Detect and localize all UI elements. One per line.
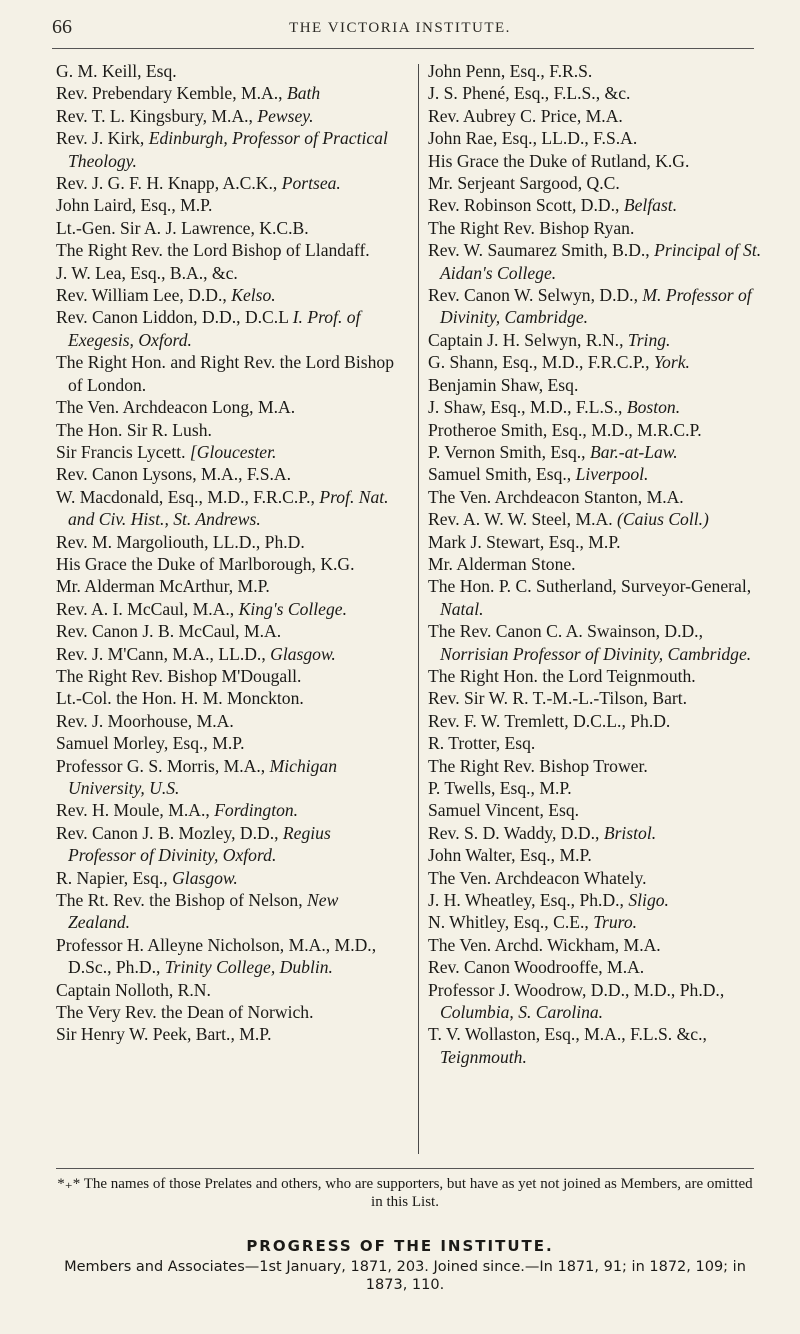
member-entry	[428, 441, 774, 463]
member-name: The Ven. Archd. Wickham, M.A.	[428, 934, 661, 955]
member-name: Rev. Canon Woodrooffe, M.A.	[428, 957, 645, 978]
member-place: Trinity College, Dublin.	[164, 957, 333, 978]
member-entry	[428, 396, 774, 418]
member-name: The Very Rev. the Dean of Norwich.	[56, 1002, 314, 1023]
member-list	[56, 60, 766, 1170]
member-place: [Gloucester.	[189, 441, 277, 462]
member-entry	[428, 844, 774, 866]
member-entry	[428, 620, 774, 665]
member-entry	[428, 60, 774, 82]
member-name: The Hon. P. C. Sutherland, Surveyor-General,	[428, 576, 752, 597]
member-name: His Grace the Duke of Marlborough, K.G.	[56, 553, 355, 574]
member-name: Mr. Alderman McArthur, M.P.	[56, 576, 270, 597]
column-divider	[418, 64, 419, 1154]
member-place: Regius Professor of Divinity, Oxford.	[68, 822, 331, 866]
member-name: Rev. Prebendary Kemble, M.A.,	[56, 83, 283, 104]
member-name: Benjamin Shaw, Esq.	[428, 374, 579, 395]
member-entry	[428, 1023, 774, 1068]
member-name: John Penn, Esq., F.R.S.	[428, 61, 593, 81]
member-entry	[428, 553, 774, 575]
member-entry	[428, 934, 774, 956]
member-place: Glasgow.	[172, 867, 238, 888]
member-place: Kelso.	[231, 285, 276, 306]
member-entry	[428, 486, 774, 508]
member-place: (Caius Coll.)	[617, 509, 709, 530]
member-place: Bath	[286, 83, 321, 104]
member-name: Rev. J. Moorhouse, M.A.	[56, 710, 234, 731]
member-name: Mr. Serjeant Sargood, Q.C.	[428, 173, 620, 194]
member-entry	[56, 732, 402, 754]
member-name: The Right Rev. Bishop M'Dougall.	[56, 665, 302, 686]
member-entry	[56, 934, 402, 979]
member-entry	[428, 82, 774, 104]
member-name: Rev. T. L. Kingsbury, M.A.,	[56, 105, 253, 126]
member-place: Edinburgh, Professor of Practical Theology.	[68, 128, 388, 171]
member-place: Sligo.	[628, 890, 669, 911]
member-entry	[56, 441, 402, 463]
member-entry	[56, 105, 402, 127]
member-name: The Rev. Canon C. A. Swainson, D.D.,	[428, 621, 703, 642]
member-entry	[428, 217, 774, 239]
member-place: Truro.	[593, 912, 638, 933]
member-name: T. V. Wollaston, Esq., M.A., F.L.S. &c.,	[428, 1024, 707, 1045]
member-place: Belfast.	[623, 195, 678, 216]
member-place: King's College.	[238, 598, 347, 619]
member-name: The Right Rev. Bishop Ryan.	[428, 217, 635, 238]
member-place: Michigan University, U.S.	[68, 755, 338, 798]
member-name: Rev. A. W. W. Steel, M.A.	[428, 509, 613, 530]
member-name: Rev. Canon Liddon, D.D., D.C.L	[56, 307, 289, 328]
member-name: The Ven. Archdeacon Long, M.A.	[56, 397, 296, 418]
member-entry	[428, 575, 774, 620]
member-name: Rev. Canon W. Selwyn, D.D.,	[428, 285, 638, 306]
member-entry	[56, 217, 402, 239]
member-entry	[428, 799, 774, 821]
member-entry	[56, 643, 402, 665]
member-name: J. Shaw, Esq., M.D., F.L.S.,	[428, 397, 623, 418]
member-name: Rev. S. D. Waddy, D.D.,	[428, 822, 600, 843]
member-entry	[428, 463, 774, 485]
member-entry	[56, 575, 402, 597]
member-place: Liverpool.	[575, 464, 649, 485]
member-name: The Right Hon. and Right Rev. the Lord Bishop of London.	[56, 352, 395, 395]
member-entry	[428, 105, 774, 127]
member-name: J. W. Lea, Esq., B.A., &c.	[56, 262, 238, 283]
member-entry	[428, 732, 774, 754]
member-entry	[428, 172, 774, 194]
member-name: The Right Rev. the Lord Bishop of Llandaff.	[56, 240, 370, 261]
member-entry	[428, 956, 774, 978]
member-entry	[428, 867, 774, 889]
member-entry	[56, 620, 402, 642]
member-name: P. Twells, Esq., M.P.	[428, 778, 572, 798]
member-entry	[56, 979, 402, 1001]
member-name: Rev. W. Saumarez Smith, B.D.,	[428, 240, 650, 261]
member-entry	[428, 351, 774, 373]
member-name: Captain J. H. Selwyn, R.N.,	[428, 329, 624, 350]
member-entry	[56, 822, 402, 867]
member-entry	[56, 486, 402, 531]
member-entry	[428, 508, 774, 530]
member-name: Protheroe Smith, Esq., M.D., M.R.C.P.	[428, 419, 702, 440]
member-entry	[56, 60, 402, 82]
member-place: I. Prof. of Exegesis, Oxford.	[68, 307, 361, 350]
member-place: Bristol.	[603, 822, 657, 843]
member-place: Norrisian Professor of Divinity, Cambridge.	[440, 643, 752, 664]
member-name: J. H. Wheatley, Esq., Ph.D.,	[428, 890, 624, 911]
member-place: Portsea.	[281, 173, 341, 194]
member-place: Prof. Nat. and Civ. Hist., St. Andrews.	[68, 486, 389, 530]
member-name: The Right Hon. the Lord Teignmouth.	[428, 665, 696, 686]
member-name: The Right Rev. Bishop Trower.	[428, 755, 648, 776]
footnote-rule	[56, 1168, 754, 1169]
member-entry	[56, 351, 402, 396]
member-entry	[56, 531, 402, 553]
member-entry	[56, 867, 402, 889]
member-name: Rev. Aubrey C. Price, M.A.	[428, 105, 623, 126]
member-name: Captain Nolloth, R.N.	[56, 979, 211, 1000]
member-entry	[428, 127, 774, 149]
member-entry	[56, 598, 402, 620]
member-name: G. M. Keill, Esq.	[56, 61, 177, 81]
member-name: John Laird, Esq., M.P.	[56, 195, 213, 216]
member-entry	[56, 127, 402, 172]
member-name: The Hon. Sir R. Lush.	[56, 419, 212, 440]
page-number: 66	[52, 16, 72, 38]
member-name: Mr. Alderman Stone.	[428, 553, 576, 574]
member-name: Lt.-Gen. Sir A. J. Lawrence, K.C.B.	[56, 217, 309, 238]
member-name: Mark J. Stewart, Esq., M.P.	[428, 531, 621, 552]
member-entry	[428, 979, 774, 1024]
member-name: John Rae, Esq., LL.D., F.S.A.	[428, 128, 638, 149]
member-name: J. S. Phené, Esq., F.L.S., &c.	[428, 83, 631, 104]
member-place: York.	[653, 352, 690, 373]
member-entry	[428, 374, 774, 396]
member-name: Sir Francis Lycett.	[56, 441, 186, 462]
member-name: Rev. M. Margoliouth, LL.D., Ph.D.	[56, 531, 305, 552]
member-entry	[428, 710, 774, 732]
member-name: John Walter, Esq., M.P.	[428, 845, 592, 866]
member-entry	[56, 1023, 402, 1045]
member-place: Tring.	[627, 329, 671, 350]
member-entry	[428, 284, 774, 329]
member-name: N. Whitley, Esq., C.E.,	[428, 912, 589, 933]
member-entry	[428, 239, 774, 284]
member-entry	[56, 419, 402, 441]
member-name: Professor J. Woodrow, D.D., M.D., Ph.D.,	[428, 979, 725, 1000]
member-entry	[56, 665, 402, 687]
footnote: *₊* The names of those Prelates and others, who are supporters, but have as yet not joined as Members, are omitted in this List.	[57, 1176, 753, 1210]
member-name: Rev. A. I. McCaul, M.A.,	[56, 598, 235, 619]
progress-title: PROGRESS OF THE INSTITUTE.	[246, 1237, 554, 1255]
member-entry	[56, 82, 402, 104]
member-entry	[56, 687, 402, 709]
member-place: M. Professor of Divinity, Cambridge.	[440, 285, 752, 328]
member-entry	[428, 911, 774, 933]
member-entry	[56, 284, 402, 306]
member-entry	[428, 150, 774, 172]
running-title: THE VICTORIA INSTITUTE.	[289, 20, 511, 36]
member-name: W. Macdonald, Esq., M.D., F.R.C.P.,	[56, 486, 315, 507]
member-name: Samuel Morley, Esq., M.P.	[56, 733, 245, 754]
member-name: Professor G. S. Morris, M.A.,	[56, 755, 266, 776]
member-place: Boston.	[626, 397, 681, 418]
member-place: New Zealand.	[68, 890, 339, 933]
member-name: Professor H. Alleyne Nicholson, M.A., M.D., D.Sc., Ph.D.,	[56, 934, 377, 978]
member-name: Rev. Sir W. R. T.-M.-L.-Tilson, Bart.	[428, 688, 688, 709]
member-name: Rev. Robinson Scott, D.D.,	[428, 195, 620, 216]
member-name: Rev. H. Moule, M.A.,	[56, 800, 210, 821]
member-entry	[428, 822, 774, 844]
member-name: Rev. William Lee, D.D.,	[56, 285, 227, 306]
member-entry	[428, 755, 774, 777]
member-entry	[56, 889, 402, 934]
member-entry	[428, 531, 774, 553]
member-place: Teignmouth.	[440, 1046, 527, 1067]
member-name: G. Shann, Esq., M.D., F.R.C.P.,	[428, 352, 650, 373]
header-rule	[52, 48, 754, 49]
member-name: Samuel Smith, Esq.,	[428, 464, 572, 485]
member-name: Rev. J. Kirk,	[56, 128, 145, 149]
member-name: R. Napier, Esq.,	[56, 867, 168, 888]
member-name: Rev. F. W. Tremlett, D.C.L., Ph.D.	[428, 710, 671, 731]
member-name: The Ven. Archdeacon Whately.	[428, 867, 647, 888]
member-entry	[56, 463, 402, 485]
member-place: Columbia, S. Carolina.	[440, 1002, 604, 1023]
member-place: Glasgow.	[270, 643, 336, 664]
left-column	[56, 60, 402, 1046]
member-name: Sir Henry W. Peek, Bart., M.P.	[56, 1024, 272, 1045]
member-place: Fordington.	[214, 800, 299, 821]
member-name: Rev. Canon Lysons, M.A., F.S.A.	[56, 464, 291, 485]
member-entry	[428, 889, 774, 911]
member-entry	[56, 172, 402, 194]
member-place: Pewsey.	[257, 105, 314, 126]
member-entry	[56, 553, 402, 575]
member-name: Rev. Canon J. B. Mozley, D.D.,	[56, 822, 279, 843]
member-name: The Ven. Archdeacon Stanton, M.A.	[428, 486, 684, 507]
member-name: Rev. J. G. F. H. Knapp, A.C.K.,	[56, 173, 278, 194]
member-entry	[428, 194, 774, 216]
right-column	[428, 60, 774, 1068]
member-name: Lt.-Col. the Hon. H. M. Monckton.	[56, 688, 304, 709]
member-entry	[56, 710, 402, 732]
member-name: R. Trotter, Esq.	[428, 733, 536, 754]
member-entry	[428, 777, 774, 799]
member-entry	[56, 306, 402, 351]
member-place: Principal of St. Aidan's College.	[440, 240, 762, 283]
member-name: The Rt. Rev. the Bishop of Nelson,	[56, 890, 303, 911]
member-entry	[56, 799, 402, 821]
member-name: Rev. Canon J. B. McCaul, M.A.	[56, 621, 282, 642]
member-entry	[428, 329, 774, 351]
member-entry	[428, 665, 774, 687]
member-entry	[56, 755, 402, 800]
member-name: Samuel Vincent, Esq.	[428, 800, 580, 821]
member-place: Bar.-at-Law.	[589, 441, 678, 462]
member-entry	[56, 194, 402, 216]
member-entry	[56, 396, 402, 418]
progress-text: Members and Associates—1st January, 1871, 203. Joined since.—In 1871, 91; in 1872, 109; in 1873, 110.	[64, 1259, 746, 1293]
member-name: Rev. J. M'Cann, M.A., LL.D.,	[56, 643, 266, 664]
member-entry	[56, 239, 402, 261]
member-place: Natal.	[440, 598, 484, 619]
member-entry	[56, 1001, 402, 1023]
member-name: His Grace the Duke of Rutland, K.G.	[428, 150, 690, 171]
member-entry	[428, 687, 774, 709]
member-entry	[56, 262, 402, 284]
member-entry	[428, 419, 774, 441]
member-name: P. Vernon Smith, Esq.,	[428, 441, 586, 462]
